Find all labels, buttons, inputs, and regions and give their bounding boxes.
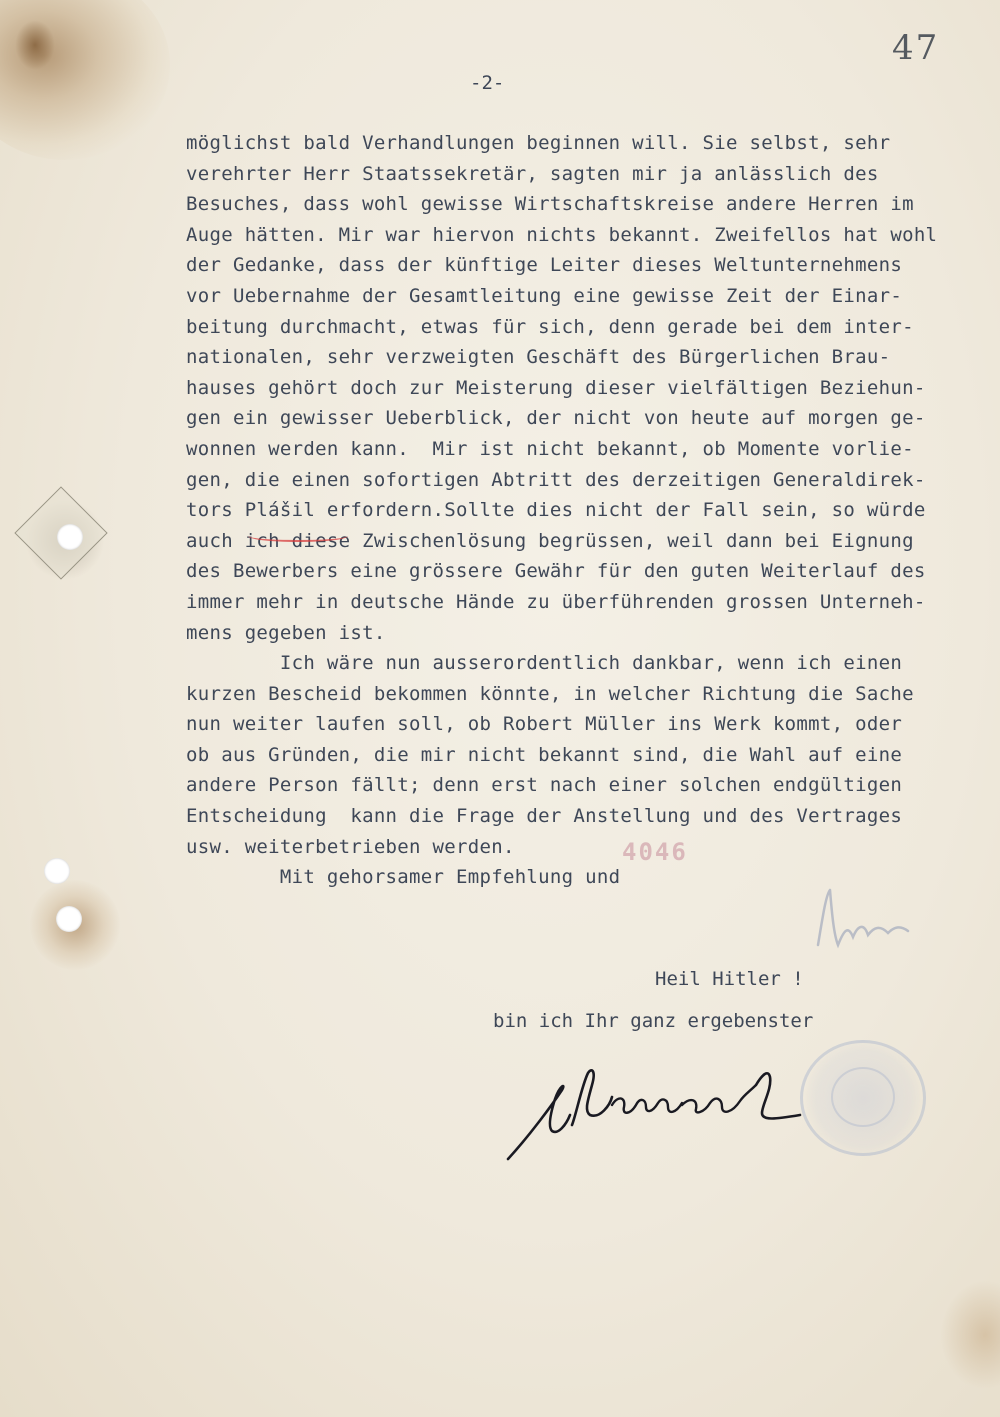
closing-sign-off: bin ich Ihr ganz ergebenster	[493, 1010, 814, 1032]
text-line: gen, die einen sofortigen Abtritt des derzeitigen Generaldirek-	[186, 468, 926, 491]
text-line: Ich wäre nun ausserordentlich dankbar, wenn ich einen	[186, 652, 903, 675]
seal-inner-ring	[831, 1067, 895, 1127]
punch-hole	[44, 858, 70, 884]
text-line: des Bewerbers eine grössere Gewähr für den guten Weiterlauf des	[186, 560, 926, 583]
text-line: Entscheidung kann die Frage der Anstellung und des Vertrages	[186, 805, 903, 828]
red-underline-mark	[248, 530, 348, 542]
closing-greeting: Heil Hitler !	[655, 968, 804, 990]
text-line: nun weiter laufen soll, ob Robert Müller ins Werk kommt, oder	[186, 713, 903, 736]
text-line: der Gedanke, dass der künftige Leiter dieses Weltunternehmens	[186, 254, 903, 277]
water-stain	[940, 1280, 1000, 1390]
text-line: nationalen, sehr verzweigten Geschäft des Bürgerlichen Brau-	[186, 346, 891, 369]
text-line: auch ich diese Zwischenlösung begrüssen, weil dann bei Eignung	[186, 529, 914, 552]
faint-pencil-mark	[808, 875, 918, 965]
text-line: immer mehr in deutsche Hände zu überführenden grossen Unterneh-	[186, 590, 926, 613]
text-line: verehrter Herr Staatssekretär, sagten mir ja anlässlich des	[186, 162, 879, 185]
punch-hole	[57, 524, 83, 550]
text-line: Besuches, dass wohl gewisse Wirtschaftskreise andere Herren im	[186, 193, 914, 216]
text-line: mens gegeben ist.	[186, 621, 386, 644]
letter-body	[186, 128, 986, 893]
page-marker: -2-	[470, 72, 505, 94]
punch-hole	[56, 906, 82, 932]
text-line: usw. weiterbetrieben werden.	[186, 835, 515, 858]
water-stain	[15, 20, 55, 70]
water-stain	[0, 0, 170, 160]
text-line: vor Uebernahme der Gesamtleitung eine gewisse Zeit der Einar-	[186, 284, 903, 307]
text-line: Auge hätten. Mir war hiervon nichts bekannt. Zweifellos hat wohl	[186, 223, 938, 246]
text-line: möglichst bald Verhandlungen beginnen will. Sie selbst, sehr	[186, 132, 891, 154]
text-line: andere Person fällt; denn erst nach einer solchen endgültigen	[186, 774, 903, 797]
text-line: ob aus Gründen, die mir nicht bekannt sind, die Wahl auf eine	[186, 743, 903, 766]
faint-stamp-number: 4046	[622, 838, 688, 866]
text-line: hauses gehört doch zur Meisterung dieser vielfältigen Beziehun-	[186, 376, 926, 399]
text-line: Mit gehorsamer Empfehlung und	[186, 866, 621, 889]
page-number: 47	[892, 28, 940, 68]
text-line: beitung durchmacht, etwas für sich, denn gerade bei dem inter-	[186, 315, 914, 338]
text-line: tors Plášil erfordern.Sollte dies nicht der Fall sein, so würde	[186, 499, 926, 522]
text-line: gen ein gewisser Ueberblick, der nicht von heute auf morgen ge-	[186, 407, 926, 430]
handwritten-signature	[500, 1055, 820, 1165]
text-line: wonnen werden kann. Mir ist nicht bekannt, ob Momente vorlie-	[186, 437, 914, 460]
text-line: kurzen Bescheid bekommen könnte, in welcher Richtung die Sache	[186, 682, 914, 705]
